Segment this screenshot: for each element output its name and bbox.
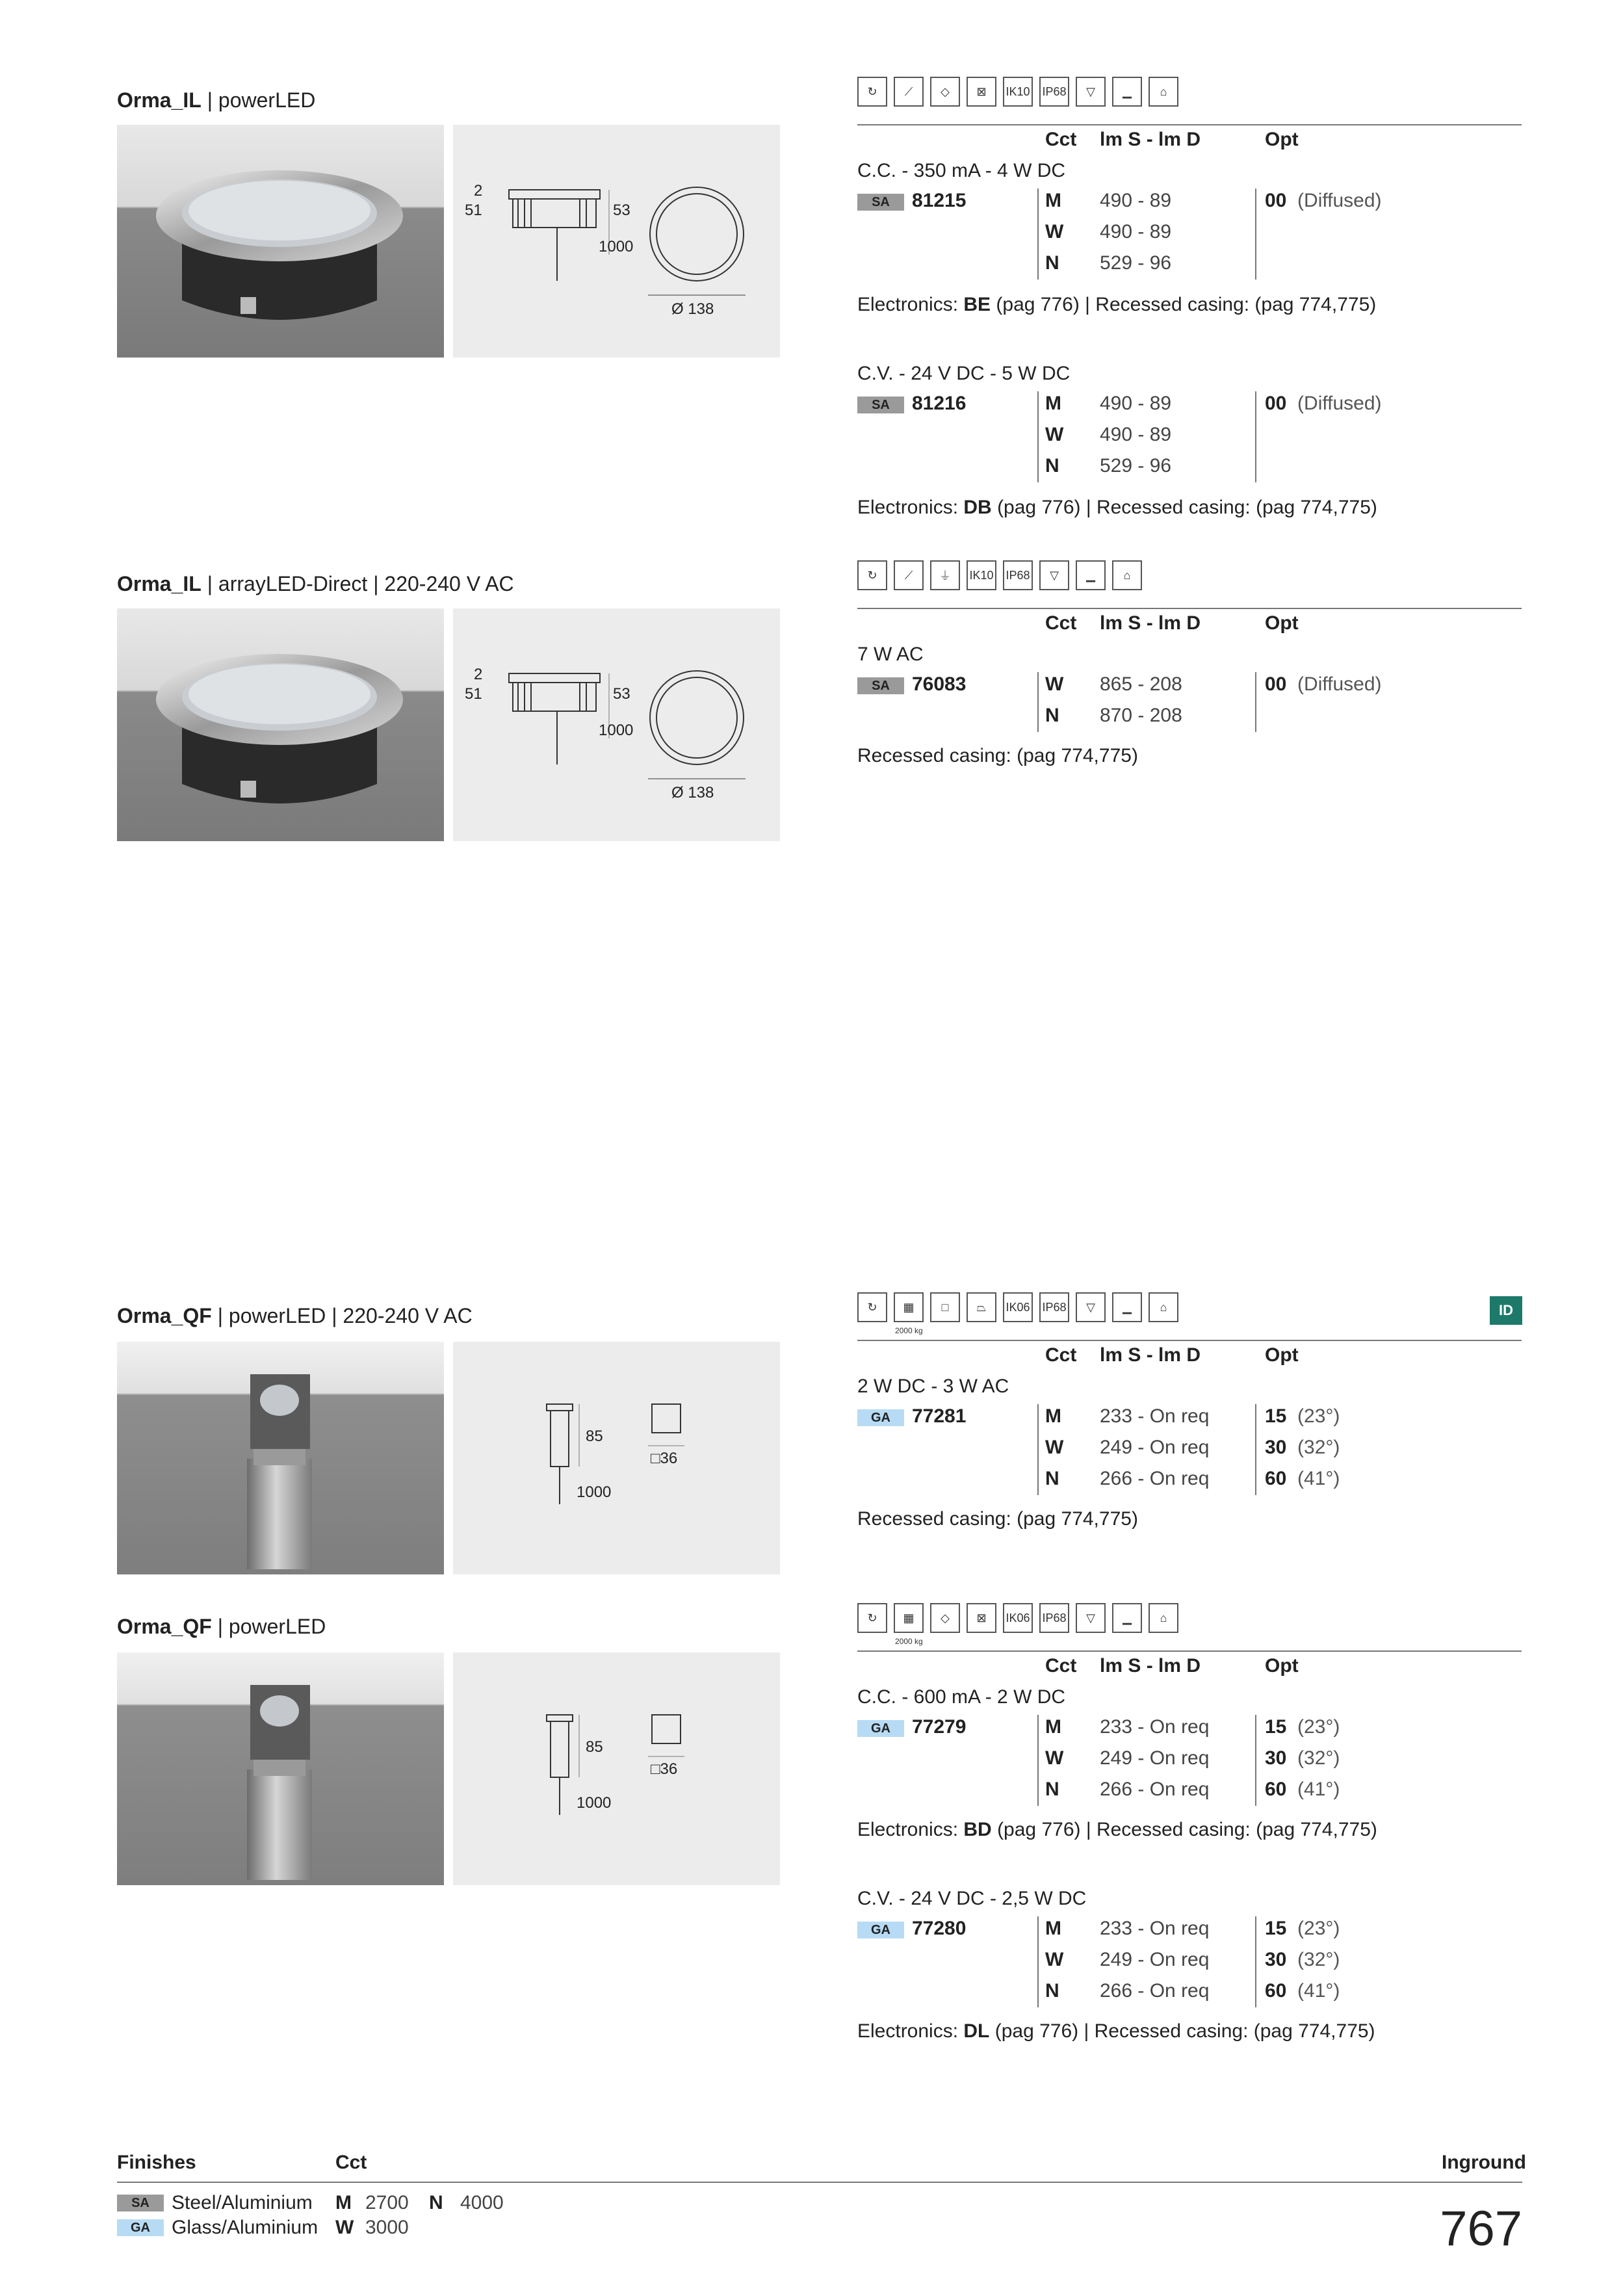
ik-rating-icon: IK10 xyxy=(967,560,996,590)
cct-value: M xyxy=(1045,1918,1061,1939)
lumen-value: 249 - On req xyxy=(1100,1747,1210,1769)
floor-icon: ▁ xyxy=(1112,1292,1142,1322)
lumen-value: 266 - On req xyxy=(1100,1779,1210,1800)
product-photo-square xyxy=(117,1652,444,1885)
house-icon: ⌂ xyxy=(1149,77,1178,107)
lumen-value: 233 - On req xyxy=(1100,1405,1210,1427)
product-code: 77280 xyxy=(912,1918,967,1939)
divider xyxy=(1037,391,1039,482)
beam-down-icon: ▽ xyxy=(1076,77,1106,107)
cct-value: M xyxy=(1045,1716,1061,1738)
cct-value: W xyxy=(1045,1437,1064,1458)
divider xyxy=(1037,1916,1039,2007)
divider xyxy=(1255,189,1256,280)
feature-icons xyxy=(857,1603,1178,1646)
ik-rating-icon: IK06 xyxy=(1003,1292,1033,1322)
lumen-value: 249 - On req xyxy=(1100,1949,1210,1970)
recessed-note: Recessed casing: (pag 774,775) xyxy=(857,1508,1138,1530)
footer-divider xyxy=(117,2182,1522,2183)
finish-name: Glass/Aluminium xyxy=(172,2217,318,2238)
finish-badge: GA xyxy=(857,1922,904,1938)
lumen-value: 249 - On req xyxy=(1100,1437,1210,1458)
product-code: 77281 xyxy=(912,1405,967,1427)
cct-value: M xyxy=(1045,1405,1061,1427)
ip-rating-icon: IP68 xyxy=(1039,1292,1069,1322)
cct-value: W xyxy=(1045,424,1064,445)
finish-badge: SA xyxy=(857,677,904,694)
rotate-icon: ↻ xyxy=(857,1603,887,1633)
divider xyxy=(1037,672,1039,732)
divider xyxy=(1255,391,1256,482)
finish-badge: SA xyxy=(117,2195,164,2211)
floor-icon: ▁ xyxy=(1112,1603,1142,1633)
recess-icon: ⏢ xyxy=(967,1292,996,1322)
ip-rating-icon: IP68 xyxy=(1003,560,1033,590)
divider xyxy=(1037,1715,1039,1806)
tilt-icon: ⟋ xyxy=(894,77,924,107)
technical-drawing: 85 1000 □36 xyxy=(453,1652,780,1885)
load-label: 2000 kg xyxy=(895,1637,923,1646)
cct-value: N xyxy=(1045,705,1059,726)
cct-value: N xyxy=(1045,1779,1059,1800)
product-code: 81216 xyxy=(912,393,967,414)
lumen-value: 529 - 96 xyxy=(1100,252,1172,274)
group-label: C.C. - 600 mA - 2 W DC xyxy=(857,1686,1066,1708)
ik-rating-icon: IK06 xyxy=(1003,1603,1033,1633)
rotate-icon: ↻ xyxy=(857,560,887,590)
class-iii-icon: ◇ xyxy=(930,77,960,107)
floor-icon: ▁ xyxy=(1076,560,1106,590)
lumen-header: lm S - lm D xyxy=(1100,1655,1201,1676)
group-label: C.V. - 24 V DC - 5 W DC xyxy=(857,363,1071,384)
lumen-value: 266 - On req xyxy=(1100,1468,1210,1489)
section-title: Orma_IL | powerLED xyxy=(117,88,316,112)
option-value: 15 (23°) xyxy=(1265,1716,1340,1738)
lumen-value: 490 - 89 xyxy=(1100,221,1172,242)
cct-kelvin: 2700 xyxy=(365,2192,409,2213)
lumen-header: lm S - lm D xyxy=(1100,1344,1201,1366)
option-value: 30 (32°) xyxy=(1265,1437,1340,1458)
option-value: 15 (23°) xyxy=(1265,1405,1340,1427)
no-insulation-icon: ⊠ xyxy=(967,1603,996,1633)
ip-rating-icon: IP68 xyxy=(1039,1603,1069,1633)
section-title: Orma_QF | powerLED | 220-240 V AC xyxy=(117,1304,473,1327)
finishes-label: Finishes xyxy=(117,2152,196,2173)
electronics-note: Electronics: BD (pag 776) | Recessed casing: (pag 774,775) xyxy=(857,1819,1377,1840)
product-code: 81215 xyxy=(912,190,967,211)
house-icon: ⌂ xyxy=(1112,560,1142,590)
lumen-value: 233 - On req xyxy=(1100,1716,1210,1738)
option-value: 15 (23°) xyxy=(1265,1918,1340,1939)
technical-drawing: 2 51 53 1000 Ø 138 xyxy=(453,608,780,841)
category-label: Inground xyxy=(1442,2152,1526,2173)
load-icon: ▦ 2000 kg xyxy=(894,1603,924,1633)
finish-badge: SA xyxy=(857,397,904,413)
divider xyxy=(857,124,1522,125)
floor-icon: ▁ xyxy=(1112,77,1142,107)
technical-drawing: 2 51 53 1000 Ø 138 xyxy=(453,125,780,358)
section-title: Orma_IL | arrayLED-Direct | 220-240 V AC xyxy=(117,572,514,595)
option-value: 00 (Diffused) xyxy=(1265,393,1382,414)
ip-rating-icon: IP68 xyxy=(1039,77,1069,107)
earth-icon: ⏚ xyxy=(930,560,960,590)
group-label: C.C. - 350 mA - 4 W DC xyxy=(857,160,1066,181)
divider xyxy=(1255,1916,1256,2007)
cct-header: Cct xyxy=(1045,1344,1077,1366)
feature-icons xyxy=(857,77,1178,113)
cct-value: W xyxy=(1045,1949,1064,1970)
cct-value: M xyxy=(1045,393,1061,414)
beam-down-icon: ▽ xyxy=(1076,1603,1106,1633)
lumen-header: lm S - lm D xyxy=(1100,612,1201,634)
page-number: 767 xyxy=(1440,2201,1522,2256)
cct-code: N xyxy=(429,2192,443,2213)
finish-badge: GA xyxy=(857,1409,904,1426)
divider xyxy=(857,1650,1522,1652)
finish-badge: GA xyxy=(857,1720,904,1737)
cct-value: N xyxy=(1045,1468,1059,1489)
cct-kelvin: 3000 xyxy=(365,2217,409,2238)
group-label: C.V. - 24 V DC - 2,5 W DC xyxy=(857,1888,1087,1909)
no-insulation-icon: ⊠ xyxy=(967,77,996,107)
opt-header: Opt xyxy=(1265,1344,1299,1366)
load-label: 2000 kg xyxy=(895,1326,923,1335)
option-value: 30 (32°) xyxy=(1265,1747,1340,1769)
group-label: 2 W DC - 3 W AC xyxy=(857,1376,1009,1397)
divider xyxy=(1255,672,1256,732)
cct-code: M xyxy=(335,2192,352,2213)
divider xyxy=(1255,1715,1256,1806)
option-value: 30 (32°) xyxy=(1265,1949,1340,1970)
beam-down-icon: ▽ xyxy=(1039,560,1069,590)
opt-header: Opt xyxy=(1265,1655,1299,1676)
lumen-value: 490 - 89 xyxy=(1100,424,1172,445)
cct-value: M xyxy=(1045,190,1061,211)
cct-value: W xyxy=(1045,1747,1064,1769)
house-icon: ⌂ xyxy=(1149,1292,1178,1322)
divider xyxy=(1037,1404,1039,1495)
opt-header: Opt xyxy=(1265,129,1299,150)
cct-value: W xyxy=(1045,221,1064,242)
divider xyxy=(1037,189,1039,280)
product-code: 76083 xyxy=(912,673,967,695)
cct-label: Cct xyxy=(335,2152,367,2173)
finish-badge: SA xyxy=(857,194,904,211)
finish-name: Steel/Aluminium xyxy=(172,2192,313,2213)
product-photo-round xyxy=(117,608,444,841)
divider xyxy=(857,608,1522,609)
product-photo-square xyxy=(117,1342,444,1574)
lumen-value: 490 - 89 xyxy=(1100,190,1172,211)
divider xyxy=(857,1340,1522,1341)
lumen-value: 266 - On req xyxy=(1100,1980,1210,2002)
finish-badge: GA xyxy=(117,2219,164,2236)
id-badge: ID xyxy=(1490,1296,1522,1325)
load-icon: ▦ 2000 kg xyxy=(894,1292,924,1322)
lumen-value: 233 - On req xyxy=(1100,1918,1210,1939)
cct-header: Cct xyxy=(1045,612,1077,634)
lumen-header: lm S - lm D xyxy=(1100,129,1201,150)
rotate-icon: ↻ xyxy=(857,77,887,107)
cct-header: Cct xyxy=(1045,129,1077,150)
electronics-note: Electronics: DL (pag 776) | Recessed casing: (pag 774,775) xyxy=(857,2020,1375,2042)
option-value: 60 (41°) xyxy=(1265,1980,1340,2002)
class-iii-icon: ◇ xyxy=(930,1603,960,1633)
electronics-note: Electronics: BE (pag 776) | Recessed casing: (pag 774,775) xyxy=(857,294,1377,315)
product-photo-round xyxy=(117,125,444,358)
lumen-value: 870 - 208 xyxy=(1100,705,1182,726)
cct-code: W xyxy=(335,2217,354,2238)
cct-value: N xyxy=(1045,1980,1059,2002)
lumen-value: 490 - 89 xyxy=(1100,393,1172,414)
option-value: 00 (Diffused) xyxy=(1265,673,1382,695)
lumen-value: 865 - 208 xyxy=(1100,673,1182,695)
electronics-note: Electronics: DB (pag 776) | Recessed casing: (pag 774,775) xyxy=(857,497,1377,518)
group-label: 7 W AC xyxy=(857,644,924,665)
product-code: 77279 xyxy=(912,1716,967,1738)
opt-header: Opt xyxy=(1265,612,1299,634)
technical-drawing: 85 1000 □36 xyxy=(453,1342,780,1574)
section-title: Orma_QF | powerLED xyxy=(117,1615,326,1638)
cct-value: W xyxy=(1045,673,1064,695)
divider xyxy=(1255,1404,1256,1495)
recessed-note: Recessed casing: (pag 774,775) xyxy=(857,745,1138,766)
cct-header: Cct xyxy=(1045,1655,1077,1676)
ik-rating-icon: IK10 xyxy=(1003,77,1033,107)
cct-kelvin: 4000 xyxy=(460,2192,504,2213)
cct-value: N xyxy=(1045,455,1059,476)
feature-icons xyxy=(857,560,1142,597)
cct-value: N xyxy=(1045,252,1059,274)
beam-down-icon: ▽ xyxy=(1076,1292,1106,1322)
tilt-icon: ⟋ xyxy=(894,560,924,590)
house-icon: ⌂ xyxy=(1149,1603,1178,1633)
class-ii-icon: □ xyxy=(930,1292,960,1322)
feature-icons xyxy=(857,1292,1178,1335)
rotate-icon: ↻ xyxy=(857,1292,887,1322)
lumen-value: 529 - 96 xyxy=(1100,455,1172,476)
option-value: 00 (Diffused) xyxy=(1265,190,1382,211)
option-value: 60 (41°) xyxy=(1265,1468,1340,1489)
option-value: 60 (41°) xyxy=(1265,1779,1340,1800)
